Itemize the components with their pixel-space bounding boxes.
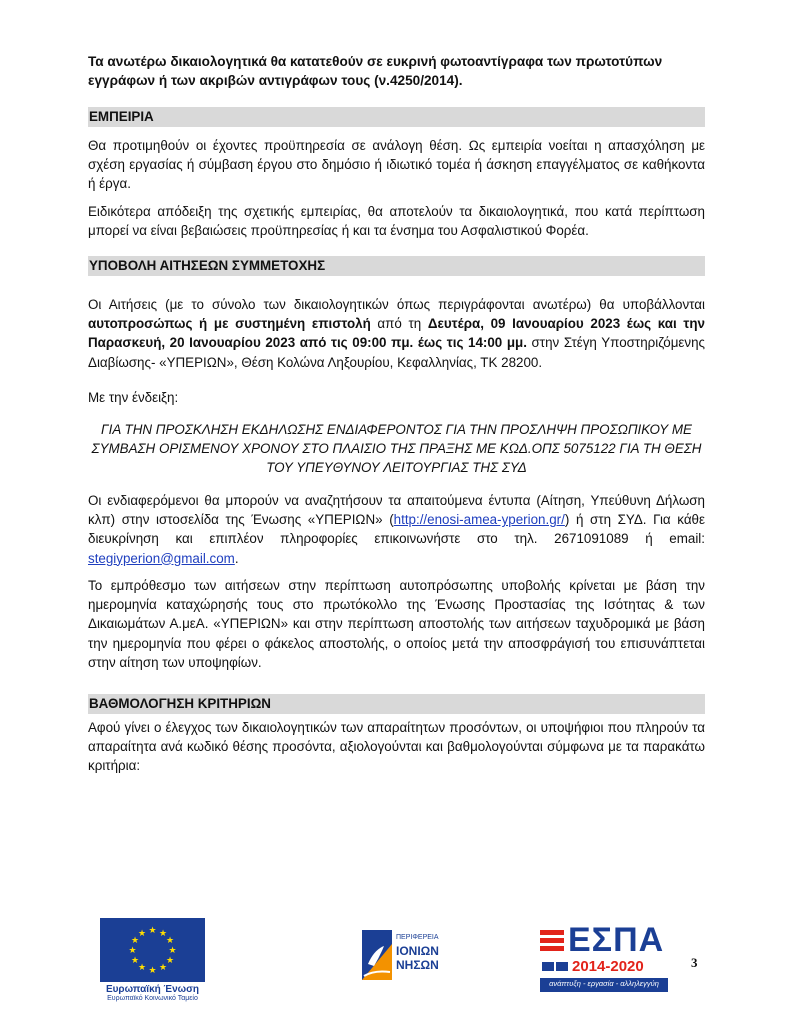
submission-text: από τη — [370, 316, 428, 332]
section-heading-submission: ΥΠΟΒΟΛΗ ΑΙΤΗΣΕΩΝ ΣΥΜΜΕΤΟΧΗΣ — [88, 256, 705, 276]
note-label: Με την ένδειξη: — [88, 390, 179, 405]
espa-logo — [540, 921, 668, 994]
grading-paragraph-1: Αφού γίνει ο έλεγχος των δικαιολογητικών των απαραίτητων προσόντων, οι υποψήφιοι που πληρούν τα απαραίτητα ανά κωδικό θέσης προσόντα, αξιολογούνται και βαθμολογούνται σύμφωνα με τα παρακάτω κριτήρια: — [88, 720, 705, 774]
ionian-region-logo — [360, 924, 448, 986]
region-label-line-3: ΝΗΣΩΝ — [396, 958, 439, 972]
eu-logo — [100, 918, 205, 1002]
note-line-1: ΓΙΑ ΤΗΝ ΠΡΟΣΚΛΗΣΗ ΕΚΔΗΛΩΣΗΣ ΕΝΔΙΑΦΕΡΟΝΤΟΣ ΓΙΑ ΤΗΝ ΠΡΟΣΛΗΨΗ ΠΡΟΣΩΠΙΚΟΥ ΜΕ — [101, 422, 692, 437]
email-link[interactable]: stegiyperion@gmail.com — [88, 550, 235, 566]
svg-text:★: ★ — [137, 929, 147, 939]
experience-paragraph-2: Ειδικότερα απόδειξη της σχετικής εμπειρίας, θα αποτελούν τα δικαιολογητικά, που κατά περίπτωση μπορεί να είναι βεβαιώσεις προϋπηρεσίας ή και τα ένσημα του Ασφαλιστικού Φορέα. — [88, 204, 705, 239]
svg-text:★: ★ — [137, 963, 147, 973]
espa-slogan: ανάπτυξη - εργασία - αλληλεγγύη — [549, 979, 659, 988]
submission-address: στην Στέγη Υποστηριζόμενης Διαβίωσης- «ΥΠΕΡΙΩΝ», Θέση Κολώνα Ληξουρίου, Κεφαλληνίας, ΤΚ 28200. — [88, 335, 705, 370]
website-link[interactable]: http://enosi-amea-yperion.gr/ — [393, 512, 565, 528]
info-text: ) ή στη ΣΥΔ. Για κάθε διευκρίνηση και επιπλέον πληροφορίες επικοινωνήστε στο τηλ. 2671091089 ή email: — [88, 512, 705, 547]
svg-text:★: ★ — [130, 956, 140, 966]
note-line-3: ΤΟΥ ΥΠΕΥΘΥΝΟΥ ΛΕΙΤΟΥΡΓΙΑΣ ΤΗΣ ΣΥΔ — [266, 460, 527, 475]
espa-title: ΕΣΠΑ — [568, 921, 665, 959]
svg-text:★: ★ — [158, 929, 168, 939]
submission-dates: Δευτέρα, 09 Ιανουαρίου 2023 έως και την Παρασκευή, 20 Ιανουαρίου 2023 από τις 09:00 πμ. έως τις 14:00 μμ. — [88, 316, 706, 351]
submission-paragraph-2 — [88, 491, 705, 568]
page-number: 3 — [691, 955, 698, 970]
svg-text:★: ★ — [148, 966, 157, 976]
experience-paragraph-1: Θα προτιμηθούν οι έχοντες προϋπηρεσία σε ανάλογη θέση. Ως εμπειρία νοείται η απασχόληση με σχέση εργασίας ή σύμβαση έργου στο δημόσιο ή ιδιωτικό τομέα ή άσκηση επαγγέλματος σε καθήκοντα ή έργα. — [88, 138, 705, 192]
eu-stars-icon — [100, 918, 205, 982]
espa-years: 2014-2020 — [572, 958, 644, 975]
svg-text:★: ★ — [165, 956, 175, 966]
footer-logos — [0, 918, 791, 1008]
eu-label: Ευρωπαϊκή Ένωση — [105, 984, 200, 995]
region-label-line-2: ΙΟΝΙΩΝ — [396, 944, 439, 958]
svg-text:★: ★ — [128, 946, 137, 956]
intro-paragraph: Τα ανωτέρω δικαιολογητικά θα κατατεθούν σε ευκρινή φωτοαντίγραφα των πρωτοτύπων εγγράφων ή των ακριβών αντιγράφων τους (ν.4250/2014). — [88, 54, 663, 88]
eu-sublabel: Ευρωπαϊκό Κοινωνικό Ταμείο — [107, 995, 198, 1002]
region-label-line-1: ΠΕΡΙΦΕΡΕΙΑ — [396, 934, 439, 941]
svg-text:★: ★ — [165, 936, 175, 946]
info-text: . — [234, 550, 239, 566]
svg-text:★: ★ — [130, 936, 140, 946]
info-text: Οι ενδιαφερόμενοι θα μπορούν να αναζητήσουν τα απαιτούμενα έντυπα (Αίτηση, Υπεύθυνη Δήλωση κλπ) στην ιστοσελίδα της Ένωσης «ΥΠΕΡΙΩΝ» ( — [88, 493, 705, 528]
section-heading-experience: ΕΜΠΕΙΡΙΑ — [88, 107, 705, 127]
submission-paragraph-3: Το εμπρόθεσμο των αιτήσεων στην περίπτωση αυτοπρόσωπης υποβολής κρίνεται με βάση την ημερομηνία καταχώρησής τους στο πρωτόκολλο της Ένωσης Προστασίας της Ισότητας & των Δικαιωμάτων Α.μεΑ. «ΥΠΕΡΙΩΝ» και στην περίπτωση αποστολής των αιτήσεων ταχυδρομικά με βάση την ημερομηνία που φέρει ο φάκελος αποστολής, ο οποίος μετά την αποσφράγισή του επισυνάπτεται στην αίτηση των υποψηφίων. — [88, 578, 705, 670]
submission-paragraph-1 — [88, 295, 705, 372]
svg-text:★: ★ — [148, 926, 157, 936]
note-line-2: ΣΥΜΒΑΣΗ ΟΡΙΣΜΕΝΟΥ ΧΡΟΝΟΥ ΣΤΟ ΠΛΑΙΣΙΟ ΤΗΣ ΠΡΑΞΗΣ ΜΕ ΚΩΔ.ΟΠΣ 5075122 ΓΙΑ ΤΗ ΘΕΣΗ — [91, 441, 702, 456]
svg-text:★: ★ — [168, 946, 177, 956]
section-heading-grading: ΒΑΘΜΟΛΟΓΗΣΗ ΚΡΙΤΗΡΙΩΝ — [88, 694, 705, 714]
eu-flag-icon — [100, 918, 205, 982]
submission-method: αυτοπροσώπως ή με συστημένη επιστολή — [88, 316, 371, 332]
submission-text: Οι Αιτήσεις (με το σύνολο των δικαιολογητικών όπως περιγράφονται ανωτέρω) θα υποβάλλονται — [88, 297, 705, 312]
svg-text:★: ★ — [158, 963, 168, 973]
